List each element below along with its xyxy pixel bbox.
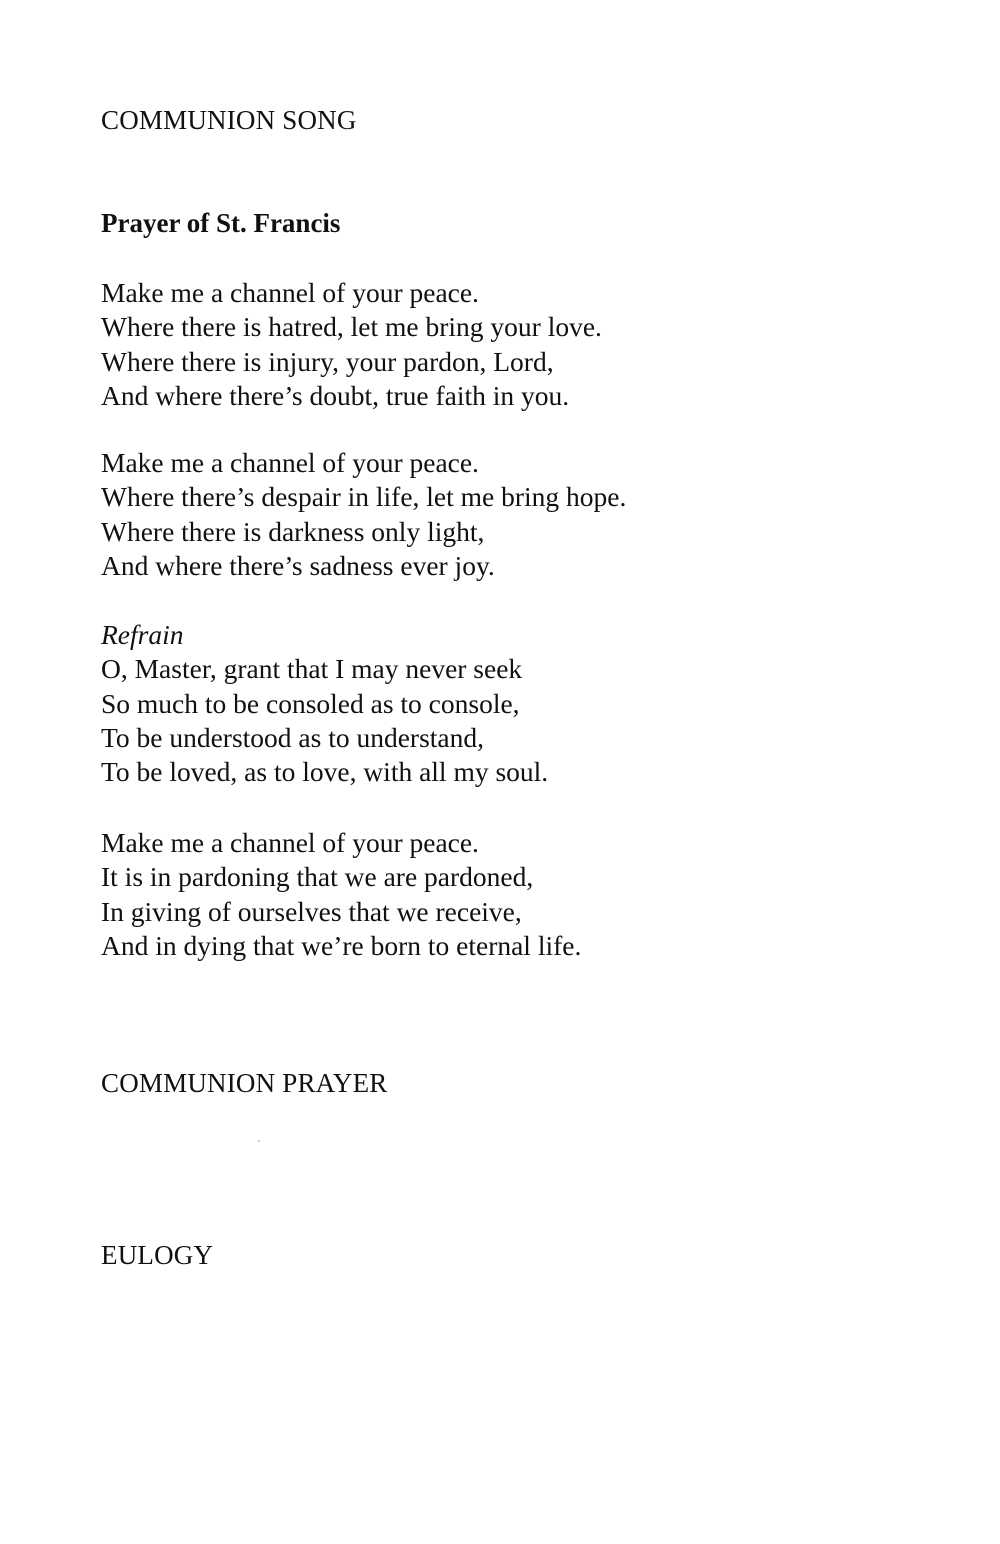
lyric-line: Where there is injury, your pardon, Lord,: [101, 345, 554, 377]
lyric-line: And where there’s doubt, true faith in you.: [101, 379, 570, 411]
lyric-line: And where there’s sadness ever joy.: [101, 549, 495, 581]
scan-speck: [258, 1140, 260, 1142]
lyric-line: O, Master, grant that I may never seek: [101, 653, 523, 685]
song-title: Prayer of St. Francis: [101, 208, 341, 238]
stanza-1: [101, 276, 602, 413]
lyric-line: Make me a channel of your peace.: [101, 827, 479, 858]
eulogy-heading: EULOGY: [101, 1240, 214, 1270]
lyric-line: In giving of ourselves that we receive,: [101, 895, 522, 927]
stanza-4: [101, 826, 581, 963]
lyric-line: Where there is darkness only light,: [101, 515, 485, 547]
lyric-line: So much to be consoled as to console,: [101, 687, 520, 719]
lyric-line: Where there’s despair in life, let me bring hope.: [101, 481, 627, 513]
lyric-line: To be loved, as to love, with all my soul.: [101, 756, 549, 788]
lyric-line: And in dying that we’re born to eternal life.: [101, 929, 582, 961]
communion-song-heading: COMMUNION SONG: [101, 105, 357, 135]
refrain-stanza: [101, 618, 548, 789]
lyric-line: Make me a channel of your peace.: [101, 277, 479, 308]
stanza-2: [101, 446, 626, 583]
lyric-line: To be understood as to understand,: [101, 721, 484, 753]
lyric-line: Make me a channel of your peace.: [101, 447, 479, 478]
communion-prayer-heading: COMMUNION PRAYER: [101, 1068, 388, 1098]
lyric-line: Where there is hatred, let me bring your love.: [101, 311, 602, 343]
refrain-label: Refrain: [101, 619, 184, 650]
lyric-line: It is in pardoning that we are pardoned,: [101, 861, 534, 893]
